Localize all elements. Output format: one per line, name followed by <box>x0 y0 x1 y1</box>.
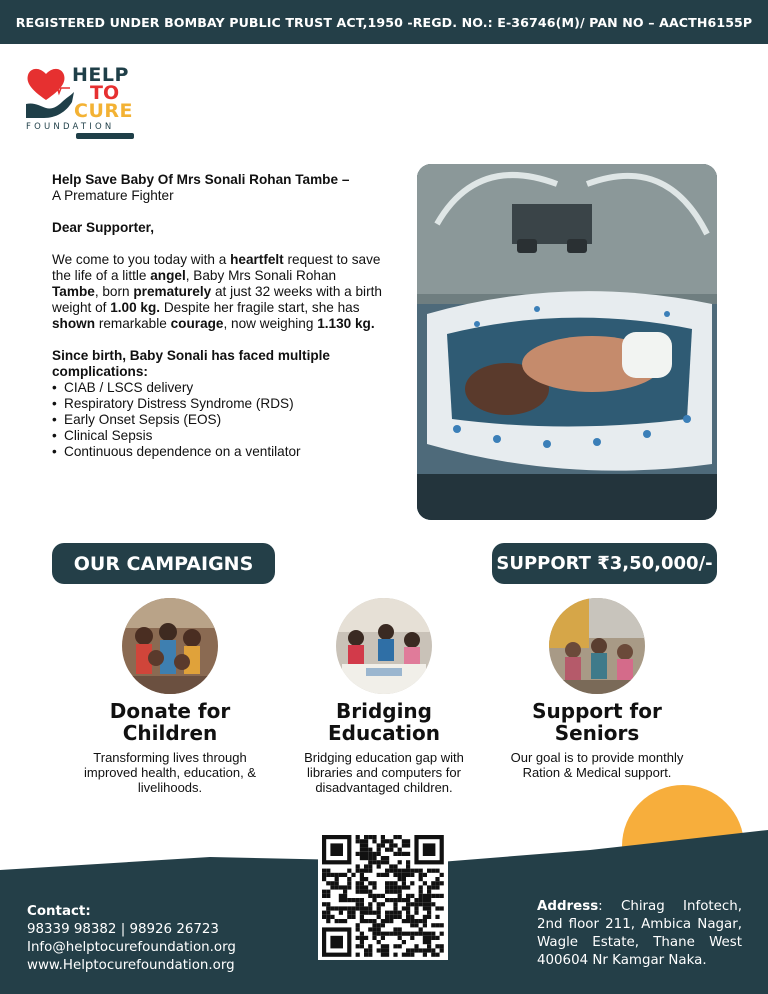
appeal-title-bold: Help Save Baby Of Mrs Sonali Rohan Tambe – <box>52 172 350 187</box>
list-item: • CIAB / LSCS delivery <box>52 380 382 396</box>
list-item: • Respiratory Distress Syndrome (RDS) <box>52 396 382 412</box>
logo-word-cure: CURE <box>74 100 133 122</box>
our-campaigns-label: OUR CAMPAIGNS <box>73 552 254 575</box>
campaign-title: Donate for Children <box>109 699 231 745</box>
emphasis-text: 1.00 kg. <box>110 300 161 315</box>
seniors-photo <box>549 598 645 694</box>
body-text: Despite her fragile start, she has <box>160 300 360 315</box>
address-text: : Chirag Infotech, 2nd floor 211, Ambica Nagar, Wagle Estate, Thane West 400604 Nr Kamgar Naka. <box>537 899 742 968</box>
campaign-donate-for-children[interactable] <box>70 598 270 795</box>
emphasis-text: courage <box>170 316 224 331</box>
list-item: • Clinical Sepsis <box>52 428 382 444</box>
contact-website[interactable]: www.Helptocurefoundation.org <box>27 958 235 973</box>
campaign-bridging-education[interactable] <box>284 598 484 795</box>
emphasis-text: shown <box>52 316 96 331</box>
complications-list <box>52 380 382 460</box>
heart-hand-icon <box>24 62 76 122</box>
body-text: request to save the life of a little <box>52 252 381 283</box>
logo-word-to: TO <box>90 82 120 104</box>
appeal-title <box>52 172 382 204</box>
list-item: • Continuous dependence on a ventilator <box>52 444 382 460</box>
address-label: Address <box>537 899 599 914</box>
donation-qr-code[interactable] <box>318 833 448 960</box>
campaign-title: Bridging Education <box>328 699 440 745</box>
logo-tagline-bar <box>76 133 134 139</box>
baby-incubator-photo <box>417 164 717 520</box>
salutation: Dear Supporter, <box>52 220 154 235</box>
education-photo <box>336 598 432 694</box>
support-amount-badge[interactable] <box>492 543 717 584</box>
body-text: , Baby Mrs Sonali Rohan <box>185 268 337 283</box>
appeal-letter <box>52 172 382 460</box>
list-item: • Early Onset Sepsis (EOS) <box>52 412 382 428</box>
registration-text: REGISTERED UNDER BOMBAY PUBLIC TRUST ACT,1950 -REGD. NO.: E-36746(M)/ PAN NO – AACTH6155P <box>15 14 753 30</box>
campaign-description: Bridging education gap with libraries and computers for disadvantaged children. <box>304 750 464 795</box>
logo-word-foundation: FOUNDATION <box>26 122 115 132</box>
contact-phones[interactable]: 98339 98382 | 98926 26723 <box>27 922 219 937</box>
campaign-description: Transforming lives through improved health, education, & livelihoods. <box>84 750 256 795</box>
emphasis-text: 1.130 kg. <box>317 316 375 331</box>
body-text: We come to you today with a <box>52 252 231 267</box>
emphasis-text: heartfelt <box>230 252 284 267</box>
body-text: , born <box>94 284 134 299</box>
appeal-body <box>52 252 382 332</box>
help-to-cure-logo[interactable] <box>24 62 139 140</box>
campaign-support-for-seniors[interactable] <box>497 598 697 780</box>
registration-banner <box>0 0 768 44</box>
emphasis-text: angel <box>150 268 186 283</box>
emphasis-text: Tambe <box>52 284 95 299</box>
contact-block <box>27 903 236 975</box>
body-text: at just 32 weeks with a birth weight of <box>52 284 382 315</box>
emphasis-text: prematurely <box>133 284 212 299</box>
support-amount-label: SUPPORT ₹3,50,000/- <box>496 553 713 574</box>
contact-email[interactable]: Info@helptocurefoundation.org <box>27 940 236 955</box>
contact-label: Contact: <box>27 904 91 919</box>
our-campaigns-heading <box>52 543 275 584</box>
body-text: remarkable <box>95 316 171 331</box>
children-photo <box>122 598 218 694</box>
complications-heading: Since birth, Baby Sonali has faced multiple complications: <box>52 348 330 379</box>
body-text: , now weighing <box>223 316 318 331</box>
campaign-title: Support for Seniors <box>532 699 662 745</box>
campaign-description: Our goal is to provide monthly Ration & Medical support. <box>510 750 684 780</box>
appeal-title-rest: A Premature Fighter <box>52 188 174 203</box>
address-block <box>537 898 742 970</box>
logo-word-help: HELP <box>72 64 129 86</box>
